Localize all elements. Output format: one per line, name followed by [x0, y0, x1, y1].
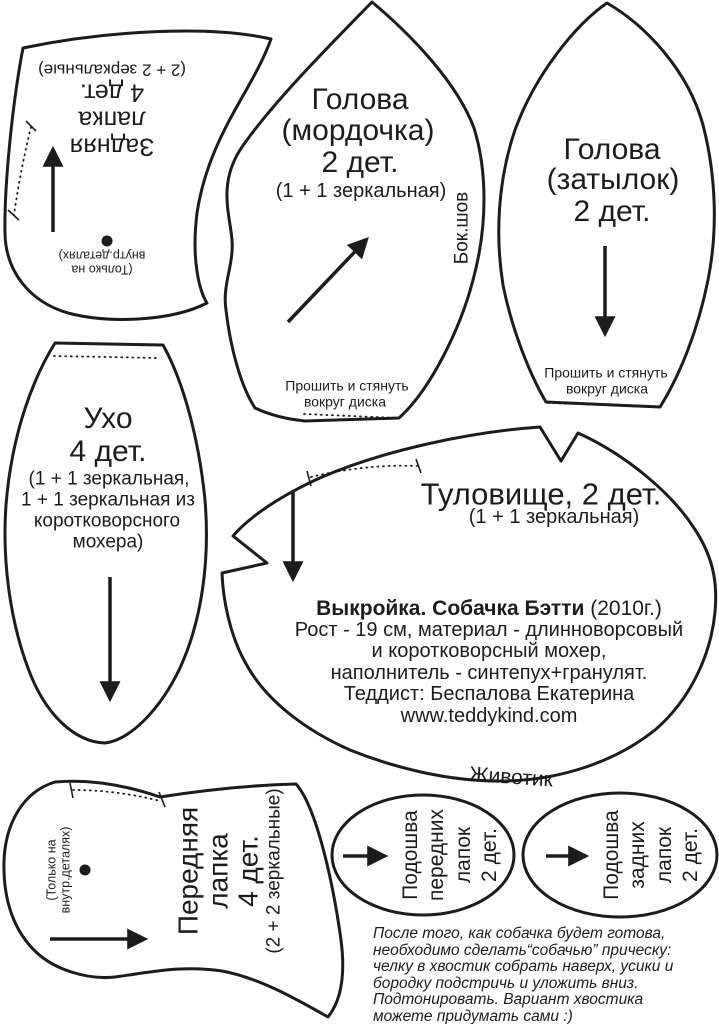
- body-count-note: (1 + 1 зеркальная): [468, 506, 640, 529]
- sole-back-title-line: Подошва: [600, 810, 624, 900]
- finishing-instructions: [373, 926, 673, 1024]
- sole-front-title-line: 2 дет.: [478, 828, 502, 882]
- ear-count-note-line: коротковорсного: [33, 510, 181, 532]
- head-front-title-line2: (мордочка): [281, 113, 435, 147]
- back-leg-title-line: лапка: [78, 105, 146, 134]
- head-back-stitch-note-line2: вокруг диска: [565, 380, 649, 397]
- pattern-title-line: [295, 598, 683, 620]
- front-leg-title-line: лапка: [202, 833, 234, 909]
- pattern-info-block: [295, 598, 683, 728]
- sole-front-title-line: передних: [425, 808, 449, 902]
- pattern-info-line: и коротковорсный мохер,: [371, 640, 607, 663]
- front-leg-count-note: (2 + 2 зеркальные): [263, 788, 285, 954]
- ear-count-note-line: 1 + 1 зеркальная из: [21, 489, 195, 511]
- head-back-title-line3: 2 дет.: [573, 194, 651, 228]
- front-leg-inner-note-line: (Только на: [44, 839, 59, 901]
- sole-back-title-line: задних: [626, 821, 650, 889]
- sole-back-title-line: 2 дет.: [679, 828, 703, 882]
- front-leg-inner-note-line: внутр.деталях): [58, 826, 72, 914]
- finishing-instructions-line: Подтонировать. Вариант хвостика: [373, 991, 644, 1009]
- head-front-side-seam-label: Бок.шов: [451, 191, 473, 265]
- head-front-title-line3: 2 дет.: [321, 145, 399, 179]
- body-belly-label: Животик: [468, 762, 554, 792]
- head-front-title-line1: Голова: [311, 82, 409, 116]
- front-leg-title-line: 4 дет.: [232, 835, 264, 907]
- head-front-count-note: (1 + 1 зеркальная): [275, 180, 447, 203]
- head-back-title-line2: (затылок): [546, 162, 680, 196]
- finishing-instructions-line: бородку подстричь и уложить вниз.: [373, 974, 639, 992]
- ear-count-note-line: мохера): [72, 531, 144, 553]
- pattern-info-line: наполнитель - синтепух+гранулят.: [330, 662, 648, 684]
- ear-title-line2: 4 дет.: [69, 434, 147, 468]
- sole-front-title: [398, 809, 504, 901]
- head-back-title-line1: Голова: [563, 132, 661, 166]
- head-front-stitch-note-line2: вокруг диска: [303, 393, 387, 410]
- finishing-instructions-line: можете придумать сами :): [373, 1007, 573, 1024]
- pattern-year: (2010г.): [584, 597, 662, 621]
- back-leg-count-note: (2 + 2 зеркальные): [38, 60, 186, 80]
- finishing-instructions-line: После того, как собачка будет готова,: [373, 925, 666, 942]
- pattern-info-line: Рост - 19 см, материал - длинноворсовый: [294, 618, 684, 641]
- joint-dot-front-leg: [80, 865, 91, 876]
- head-front-stitch-note-line1: Прошить и стянуть: [285, 377, 409, 394]
- back-leg-inner-note-line: внутр.деталях): [58, 249, 146, 263]
- front-leg-title-line: Передняя: [172, 806, 204, 936]
- finishing-instructions-line: необходимо сделать“собачью” прическу:: [373, 941, 672, 959]
- sole-front-title-line: Подошва: [399, 810, 423, 900]
- back-leg-title-line: Задняя: [69, 132, 155, 161]
- back-leg-inner-note-line: (Только на: [71, 262, 133, 277]
- ear-count-note-line: (1 + 1 зеркальная,: [28, 468, 190, 490]
- sole-back-title: [599, 810, 705, 900]
- head-back-stitch-note-line1: Прошить и стянуть: [544, 364, 668, 381]
- pattern-info-line: Теддист: Беспалова Екатерина: [343, 683, 635, 706]
- pattern-title: Выкройка. Собачка Бэтти: [316, 597, 585, 621]
- front-leg-title: [173, 788, 284, 953]
- ear-title-line1: Ухо: [83, 401, 133, 435]
- back-leg-title-line: 4 дет.: [79, 78, 145, 107]
- back-leg-inner-note: [59, 249, 146, 276]
- back-leg-title: [38, 60, 186, 159]
- body-title: Туловище, 2 дет.: [420, 476, 662, 512]
- sole-back-title-line: лапок: [653, 826, 676, 884]
- pattern-website: www.teddykind.com: [400, 705, 578, 728]
- front-leg-inner-note: [46, 827, 73, 914]
- finishing-instructions-line: челку в хвостик собрать наверх, усики и: [373, 958, 674, 976]
- head-front-piece-outline: [225, 2, 484, 421]
- joint-dot-back-leg: [102, 236, 113, 247]
- sole-front-title-line: лапок: [452, 826, 475, 884]
